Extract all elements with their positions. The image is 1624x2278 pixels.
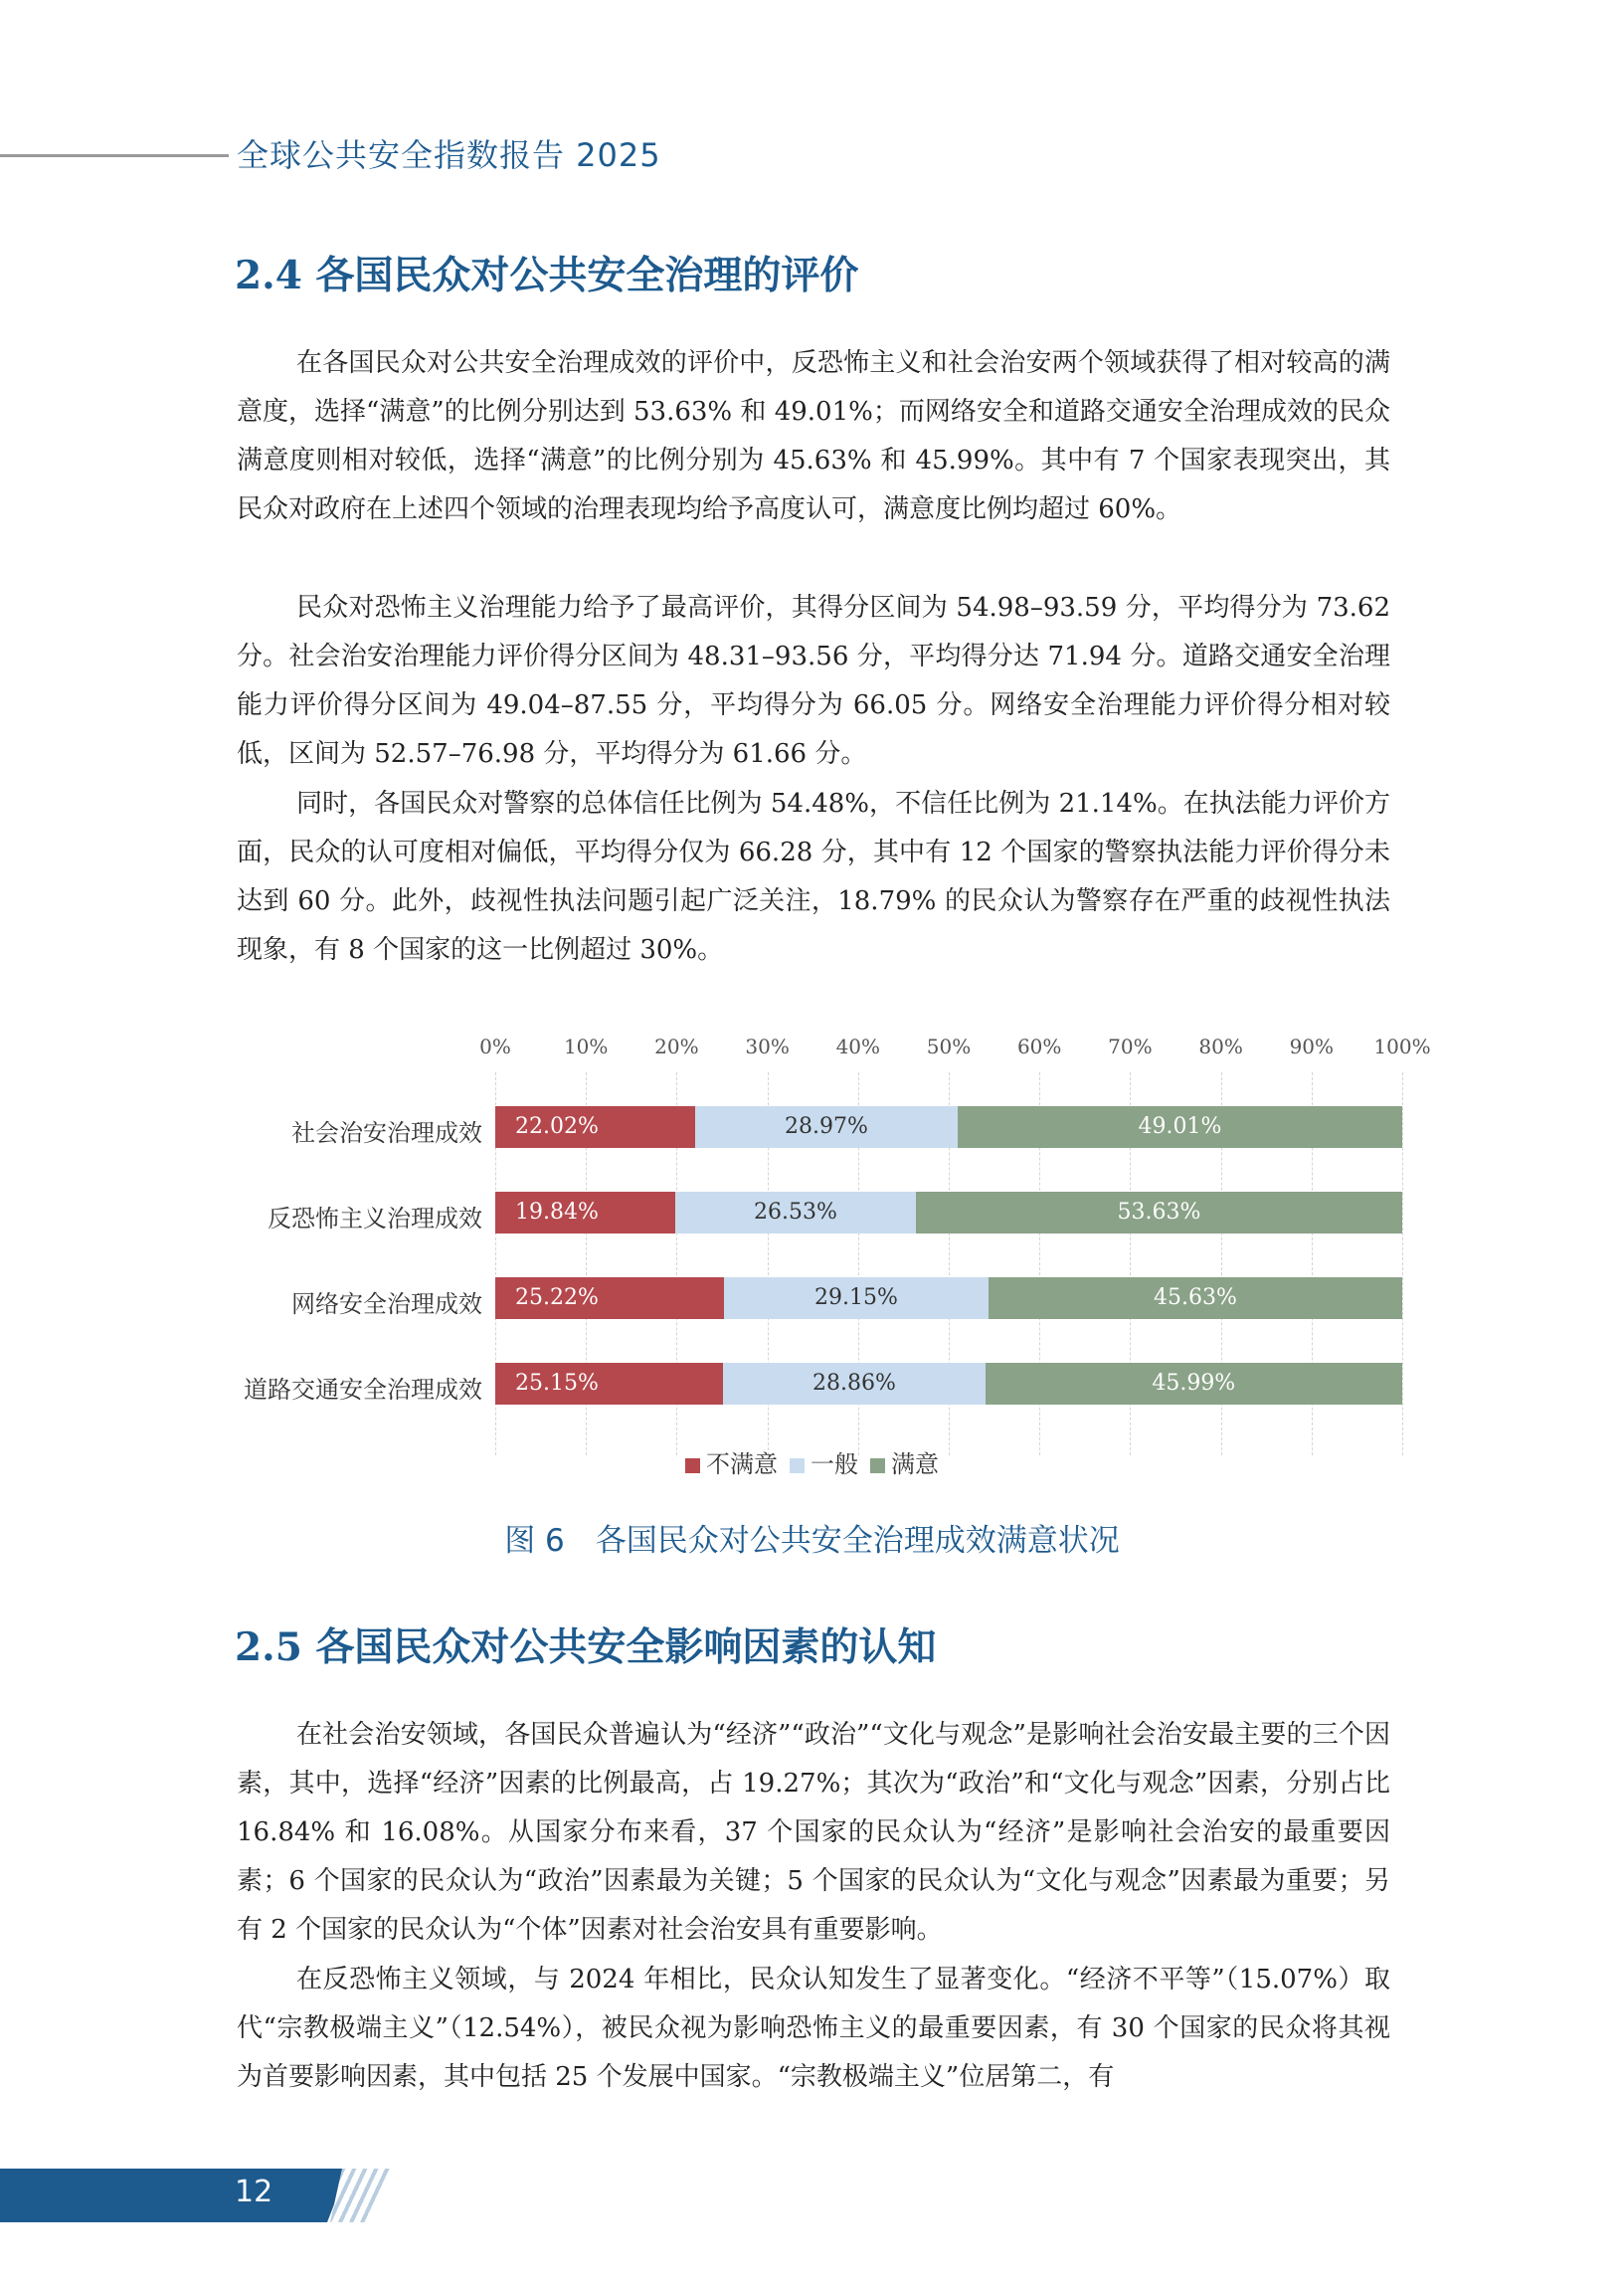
bar-segment-satisfied: 45.99% [986,1363,1402,1405]
footer-band [0,2169,348,2222]
legend-item [790,1444,858,1479]
legend-swatch [870,1458,885,1473]
legend-label: 满意 [891,1450,939,1478]
bar-segment-satisfied: 49.01% [958,1106,1402,1148]
x-tick-label: 70% [1108,1035,1153,1058]
x-tick-label: 40% [835,1035,881,1058]
legend-item [685,1444,778,1479]
report-title: 全球公共安全指数报告 2025 [237,136,661,174]
section-heading-2-5: 2.5 各国民众对公共安全影响因素的认知 [235,1624,937,1670]
paragraph: 在各国民众对公共安全治理成效的评价中，反恐怖主义和社会治安两个领域获得了相对较高的满意度，选择“满意”的比例分别达到 53.63% 和 49.01%；而网络安全和道路交通安全治理成效的民众满意度则相对较低，选择“满意”的比例分别为 45.63% 和 45.99%。其中有 7 个国家表现突出，其民众对政府在上述四个领域的治理表现均给予高度认可，满意度比例均超过 60%。 [237,348,1390,524]
bar-row [495,1192,1402,1234]
paragraph: 在反恐怖主义领域，与 2024 年相比，民众认知发生了显著变化。“经济不平等”（15.07%）取代“宗教极端主义”（12.54%），被民众视为影响恐怖主义的最重要因素，有 30 个国家的民众将其视为首要影响因素，其中包括 25 个发展中国家。“宗教极端主义”位居第二，有 [237,1965,1390,2092]
bar-segment-satisfied: 45.63% [989,1277,1402,1319]
category-label: 道路交通安全治理成效 [244,1376,482,1404]
bar-segment-dissatisfied: 19.84% [495,1192,675,1234]
page-number: 12 [235,2175,273,2209]
bar-segment-dissatisfied: 25.22% [495,1277,724,1319]
legend-label: 一般 [811,1450,858,1478]
x-tick-label: 100% [1373,1035,1431,1058]
category-label: 社会治安治理成效 [291,1119,482,1147]
figure-caption: 图 6 各国民众对公共安全治理成效满意状况 [504,1523,1120,1559]
legend-label: 不满意 [706,1450,778,1478]
gridline [1402,1072,1403,1455]
paragraph: 在社会治安领域，各国民众普遍认为“经济”“政治”“文化与观念”是影响社会治安最主要的三个因素，其中，选择“经济”因素的比例最高，占 19.27%；其次为“政治”和“文化与观念”因素，分别占比 16.84% 和 16.08%。从国家分布来看，37 个国家的民众认为“经济”是影响社会治安的最重要因素；6 个国家的民众认为“政治”因素最为关键；5 个国家的民众认为“文化与观念”因素最为重要；另有 2 个国家的民众认为“个体”因素对社会治安具有重要影响。 [237,1720,1390,1945]
bar-segment-neutral: 28.86% [723,1363,985,1405]
x-tick-label: 90% [1289,1035,1335,1058]
bar-segment-satisfied: 53.63% [916,1192,1402,1234]
bar-segment-dissatisfied: 25.15% [495,1363,723,1405]
stacked-bar-chart [0,1025,1624,1492]
bar-segment-neutral: 29.15% [724,1277,989,1319]
x-tick-label: 50% [926,1035,972,1058]
x-tick-label: 20% [654,1035,699,1058]
legend-item [870,1444,939,1479]
x-tick-label: 80% [1198,1035,1243,1058]
bar-segment-neutral: 28.97% [695,1106,958,1148]
category-label: 网络安全治理成效 [291,1290,482,1318]
bar-segment-dissatisfied: 22.02% [495,1106,695,1148]
x-tick-label: 30% [745,1035,790,1058]
bar-row [495,1106,1402,1148]
header-rule [0,154,229,157]
bar-row [495,1277,1402,1319]
x-tick-label: 0% [479,1035,511,1058]
bar-segment-neutral: 26.53% [675,1192,916,1234]
category-label: 反恐怖主义治理成效 [268,1205,482,1233]
legend-swatch [790,1458,805,1473]
legend-swatch [685,1458,700,1473]
chart-legend [0,1444,1624,1479]
section-heading-2-4: 2.4 各国民众对公共安全治理的评价 [235,253,859,298]
x-tick-label: 10% [563,1035,609,1058]
paragraph: 民众对恐怖主义治理能力给予了最高评价，其得分区间为 54.98–93.59 分，平均得分为 73.62 分。社会治安治理能力评价得分区间为 48.31–93.56 分，平均得分达 71.94 分。道路交通安全治理能力评价得分区间为 49.04–87.55 分，平均得分为 66.05 分。网络安全治理能力评价得分相对较低，区间为 52.57–76.98 分，平均得分为 61.66 分。 [237,593,1390,769]
x-tick-label: 60% [1016,1035,1062,1058]
bar-row [495,1363,1402,1405]
paragraph: 同时，各国民众对警察的总体信任比例为 54.48%，不信任比例为 21.14%。在执法能力评价方面，民众的认可度相对偏低，平均得分仅为 66.28 分，其中有 12 个国家的警察执法能力评价得分未达到 60 分。此外，歧视性执法问题引起广泛关注，18.79% 的民众认为警察存在严重的歧视性执法现象，有 8 个国家的这一比例超过 30%。 [237,789,1390,965]
